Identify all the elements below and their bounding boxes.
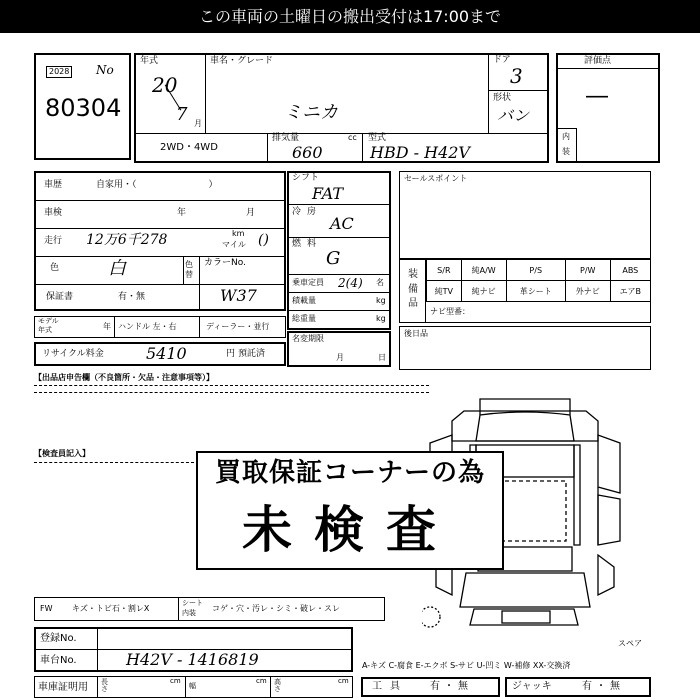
displacement-unit: cc — [348, 133, 357, 142]
aircon-label: 冷房 — [292, 207, 323, 217]
cert-length-unit: cm — [170, 677, 181, 685]
spare-label: スペア — [618, 639, 642, 648]
equip-power-steering: P/S — [506, 260, 565, 281]
notes-box — [399, 326, 651, 370]
aircon-value: AC — [330, 214, 354, 233]
cert-height-unit: cm — [338, 677, 349, 685]
seat-items: コゲ・穴・汚レ・シミ・破レ・スレ — [212, 604, 340, 613]
cert-width-unit: cm — [256, 677, 267, 685]
warranty-label: 保証書 — [46, 292, 74, 302]
month-unit: 月 — [194, 119, 202, 128]
color-code-label: カラーNo. — [204, 258, 246, 268]
handle-option: ハンドル 左・右 — [118, 322, 177, 331]
capacity-label: 乗車定員 — [292, 278, 324, 287]
doors-value: 3 — [510, 64, 523, 88]
shape-value: バン — [497, 106, 530, 125]
lot-no-label: No — [96, 63, 114, 77]
interior-label-1: 内 — [562, 132, 570, 141]
model-code-value: HBD - H42V — [370, 143, 470, 162]
model-code-label: 型式 — [368, 133, 387, 143]
model-year-unit: 年 — [103, 322, 111, 331]
shift-value: FAT — [312, 184, 344, 203]
month-value: 7 — [176, 104, 188, 125]
equip-sr: S/R — [427, 260, 462, 281]
spare-tire-icon — [422, 607, 440, 627]
color-code-value: W37 — [220, 286, 257, 305]
dealer-option: ディーラー・並行 — [206, 322, 270, 331]
equip-power-window: P/W — [565, 260, 610, 281]
displacement-label: 排気量 — [272, 133, 300, 143]
equip-navi: 純ナビ — [461, 281, 506, 302]
equip-abs: ABS — [610, 260, 650, 281]
name-change-month: 月 — [336, 353, 344, 362]
cert-length-label: 長さ — [101, 678, 108, 693]
name-change-day: 日 — [378, 353, 386, 362]
capacity-value: 2(4) — [338, 276, 363, 290]
car-name-label: 車名・グレード — [210, 56, 274, 66]
recycle-value: 5410 — [146, 344, 187, 363]
mileage-label: 走行 — [44, 236, 63, 246]
gross-weight-unit: kg — [376, 314, 386, 323]
header-banner-text: この車両の土曜日の搬出受付は17:00まで — [198, 7, 502, 26]
drive-label: 2WD・4WD — [160, 142, 218, 153]
load-unit: kg — [376, 296, 386, 305]
seller-report-label: 【出品店申告欄（不良箇所・欠品・注意事項等）】 — [34, 373, 214, 382]
capacity-unit: 名 — [376, 278, 384, 287]
year-label: 年式 — [140, 56, 159, 66]
recycle-unit: 円 — [226, 349, 236, 359]
jack-label: ジャッキ — [512, 681, 552, 692]
mileage-mile: マイル — [222, 240, 246, 249]
equip-alloy-wheel: 純A/W — [461, 260, 506, 281]
fuel-label: 燃料 — [292, 239, 323, 249]
gross-weight-label: 総重量 — [292, 314, 316, 323]
damage-legend: A-キズ C-腐食 E-エクボ S-サビ U-凹ミ W-補修 XX-交換済 — [362, 661, 571, 670]
navi-type-label: ナビ型番： — [430, 307, 470, 316]
mileage-km: km — [232, 229, 245, 238]
recycle-label: リサイクル料金 — [42, 349, 104, 359]
load-label: 積載量 — [292, 296, 316, 305]
tools-value: 有・無 — [430, 681, 472, 692]
doors-label: ドア — [493, 55, 511, 65]
stamp-line2: 未検査 — [242, 501, 458, 559]
inspection-label: 車検 — [44, 208, 63, 218]
inspection-year-unit: 年 — [177, 208, 187, 218]
lot-tag: 2028 — [46, 66, 72, 78]
cert-width-label: 幅 — [189, 682, 196, 690]
grade-label: 評価点 — [584, 56, 612, 66]
registration-label: 登録No. — [40, 633, 77, 644]
name-change-label: 名変期限 — [292, 334, 324, 343]
equip-airbag: エアB — [610, 281, 650, 302]
shift-label: シフト — [292, 173, 320, 183]
interior-label-2: 装 — [562, 147, 570, 156]
lot-number: 80304 — [45, 94, 122, 122]
mileage-tail: () — [258, 232, 269, 248]
recycle-deposit: 預託済 — [238, 349, 266, 359]
car-name-value: ミニカ — [284, 102, 338, 123]
color-label: 色 — [50, 263, 60, 273]
jack-value: 有・無 — [582, 681, 624, 692]
sales-point-label: セールスポイント — [404, 174, 468, 183]
stamp-line1: 買取保証コーナーの為 — [214, 458, 485, 488]
year-value: 20 — [152, 73, 178, 97]
history-label: 車歴 — [44, 180, 63, 190]
color-change-label: 色替 — [185, 260, 193, 280]
tools-label: 工具 — [372, 681, 408, 692]
equip-tv: 純TV — [427, 281, 462, 302]
cert-label: 車庫証明用 — [38, 682, 88, 693]
fuel-value: G — [326, 248, 341, 269]
notes-label: 後日品 — [404, 329, 428, 338]
model-year-label-2: 年式 — [38, 326, 52, 334]
history-value: 自家用・（ ） — [96, 180, 218, 190]
equipment-label: 装備品 — [408, 269, 418, 309]
mileage-value: 12万6千278 — [86, 232, 168, 248]
fw-items: キズ・トビ石・割レX — [72, 604, 150, 613]
equipment-grid — [426, 259, 651, 302]
sales-point-box — [399, 171, 651, 259]
chassis-value: H42V - 1416819 — [126, 650, 259, 669]
grade-box — [556, 53, 660, 163]
displacement-value: 660 — [292, 143, 323, 162]
model-year-label-1: モデル — [38, 317, 59, 325]
seat-label-2: 内装 — [182, 609, 196, 617]
equip-leather: 革シート — [506, 281, 565, 302]
seat-label-1: シート — [182, 599, 203, 607]
inspector-notes-label: 【検査員記入】 — [34, 449, 90, 458]
grade-value: ― — [586, 84, 608, 109]
shape-label: 形状 — [493, 93, 512, 103]
warranty-value: 有・無 — [118, 292, 146, 302]
equip-ext-navi: 外ナビ — [565, 281, 610, 302]
chassis-label: 車台No. — [40, 655, 77, 666]
fw-label: FW — [40, 604, 53, 613]
inspection-month-unit: 月 — [246, 208, 256, 218]
color-value: 白 — [108, 258, 126, 279]
cert-height-label: 高さ — [274, 678, 281, 693]
